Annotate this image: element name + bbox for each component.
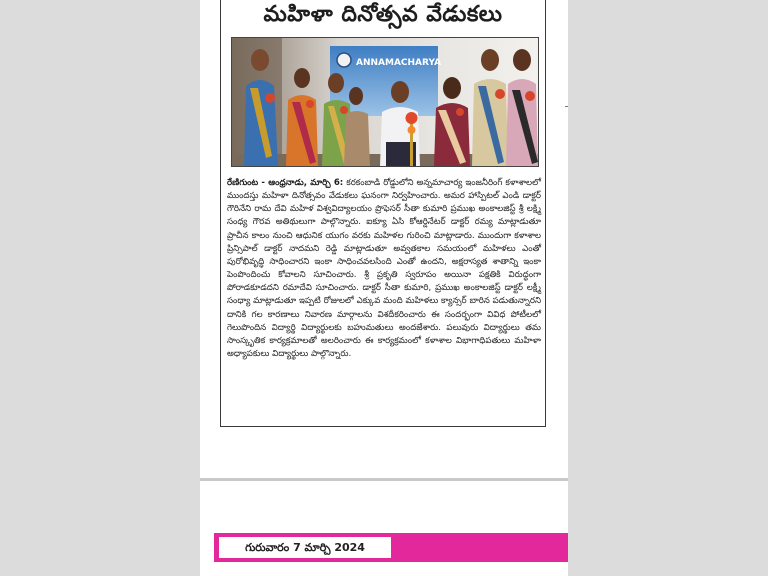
photo-banner-text: ANNAMACHARYA bbox=[356, 58, 442, 68]
article-headline: మహిళా దినోత్సవ వేడుకలు bbox=[263, 2, 503, 27]
gutter-mark bbox=[565, 106, 568, 107]
page-divider bbox=[200, 478, 568, 481]
event-photo-image bbox=[232, 38, 538, 166]
article-body-text: కరకంబాడి రోడ్డులోని అన్నమాచార్య ఇంజనీరింగ్ కళాశాలలో ముందస్తు మహిళా దినోత్సవం వేడుకలు ఘనంగా నిర్వహించారు. అమర హాస్పిటల్ ఎండి డాక్టర్ గౌరినేని రామ దేవి మహిళ విశ్వవిద్యాలయం ప్రొఫెసర్ సీతా కుమారి ప్రముఖ అంకాలజిస్ట్ శ్రీ లక్ష్మి సంధ్య గౌరవ అతిథులుగా పాల్గొన్నారు. ఐక్యూ ఏసి కోఆర్డినేటర్ డాక్టర్ రమ్య మాట్లాడుతూ ప్రాచీన కాలం నుంచి ఆధునిక యుగం వరకు మహిళల గురించి మాట్లాడారు. ముందుగా కళాశాల ప్రిన్సిపాల్ డాక్టర్ నాదమని రెడ్డి మాట్లాడుతూ అవ్వతకాల సమయంలో మహిళలు ఎంతో పురోభివృద్ధి సాధించారని ఇంకా సాధించవలసింది ఎంతో ఉందని, అక్షరాస్యత శాతాన్ని ఇంకా పెంపొందించు కోవాలని సూచించారు. శ్రీ ప్రకృతి స్వరూపం అయినా పక్షతికి విరుద్ధంగా పోరాడకూడదని రమాదేవి సూచించారు. డాక్టర్ సీతా కుమారి, ప్రముఖ అంకాలజిస్ట్ డాక్టర్ లక్ష్మీ సంధ్యా మాట్లాడుతూ ఇప్పటి రోజులలో ఎక్కువ మంది మహిళలు క్యాన్సర్ బారిన పడుతున్నారని దానికి గల కారణాలు నివారణ మార్గాలను విశదీకరించారు ఈ సందర్భంగా వివిధ పోటీలలో గెలుపొందిన విద్యార్థి విద్యార్థులకు బహుమతులు అందజేశారు. పలువురు విద్యార్థులు తమ సాంస్కృతిక కార్యక్రమాలతో అలరించారు ఈ కార్యక్రమంలో కళాశాల విభాగాధిపతులు మహిళా అధ్యాపకులు విద్యార్థులు పాల్గొన్నారు. bbox=[227, 178, 541, 360]
news-article bbox=[220, 0, 546, 427]
issue-date: గురువారం 7 మార్చి 2024 bbox=[245, 541, 365, 554]
article-dateline: రేణిగుంట - ఆంధ్రనాడు, మార్చి 6: bbox=[227, 178, 344, 188]
article-body bbox=[227, 177, 541, 361]
newspaper-page bbox=[200, 0, 568, 576]
article-photo bbox=[231, 37, 539, 167]
